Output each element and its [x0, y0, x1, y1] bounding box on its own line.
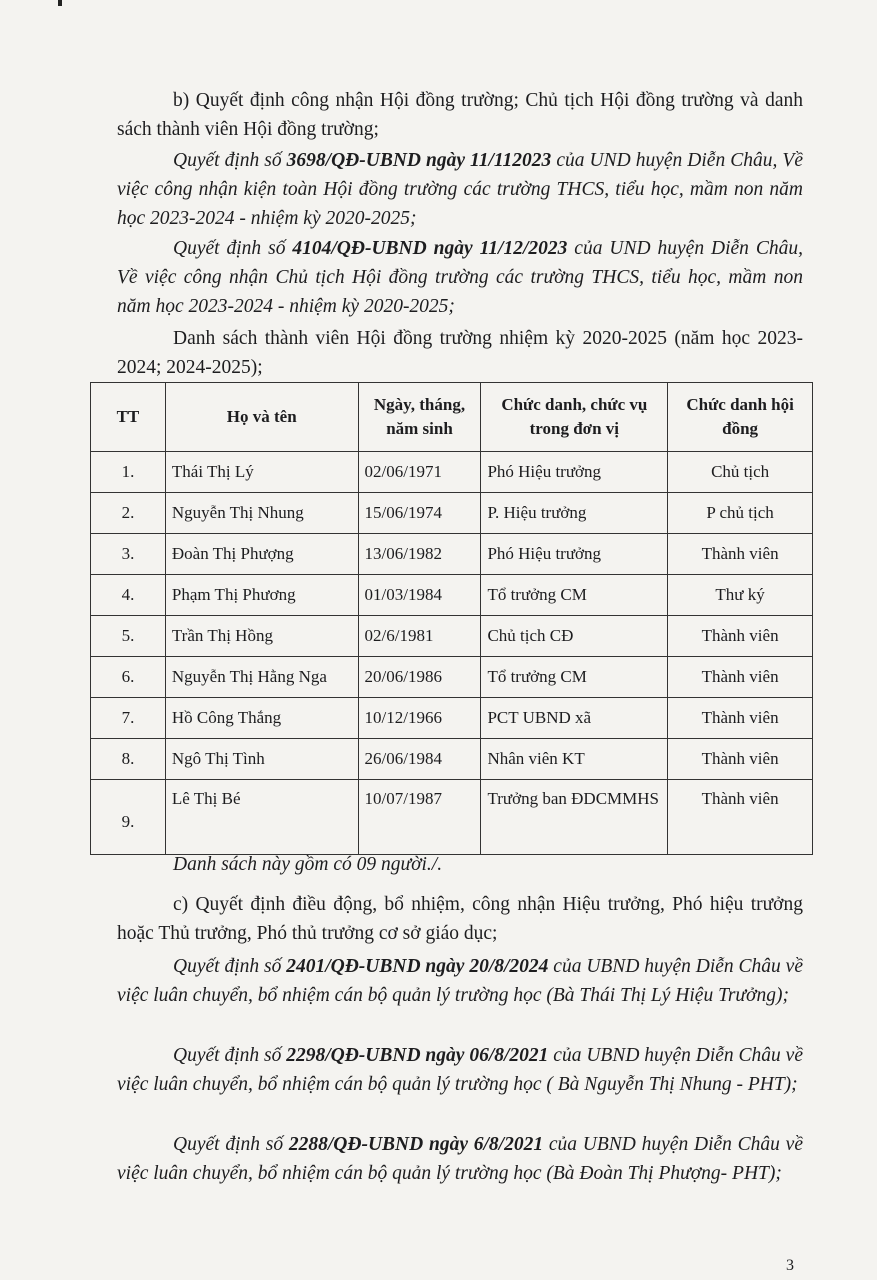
- cell-position: Trưởng ban ĐDCMMHS: [481, 780, 668, 855]
- decision-2401: Quyết định số 2401/QĐ-UBND ngày 20/8/2024 của UBND huyện Diễn Châu về việc luân chuyển, bổ nhiệm cán bộ quản lý trường học (Bà Thái Thị Lý Hiệu Trưởng);: [117, 956, 803, 1006]
- cell-dob: 13/06/1982: [358, 534, 481, 575]
- decision-2298: Quyết định số 2298/QĐ-UBND ngày 06/8/2021 của UBND huyện Diễn Châu về việc luân chuyển, bổ nhiệm cán bộ quản lý trường học ( Bà Nguyễn Thị Nhung - PHT);: [117, 1045, 803, 1095]
- scan-mark: [58, 0, 62, 6]
- col-header-tt: TT: [91, 383, 166, 452]
- table-header-row: [91, 383, 813, 452]
- cell-tt: 2.: [91, 493, 166, 534]
- cell-name: Thái Thị Lý: [165, 452, 358, 493]
- cell-tt: 7.: [91, 698, 166, 739]
- col-header-name: Họ và tên: [165, 383, 358, 452]
- col-header-council-role: Chức danh hội đồng: [668, 383, 813, 452]
- cell-name: Hồ Công Thắng: [165, 698, 358, 739]
- section-c-heading: c) Quyết định điều động, bổ nhiệm, công nhận Hiệu trưởng, Phó hiệu trưởng hoặc Thủ trưởng, Phó thủ trưởng cơ sở giáo dục;: [117, 894, 803, 944]
- table-row: [91, 780, 813, 855]
- table-row: [91, 493, 813, 534]
- col-header-position: Chức danh, chức vụ trong đơn vị: [481, 383, 668, 452]
- cell-tt: 3.: [91, 534, 166, 575]
- cell-dob: 02/06/1971: [358, 452, 481, 493]
- cell-dob: 10/12/1966: [358, 698, 481, 739]
- decision-4104: Quyết định số 4104/QĐ-UBND ngày 11/12/2023 của UND huyện Diễn Châu, Về việc công nhận Chủ tịch Hội đồng trường các trường THCS, tiểu học, mầm non năm học 2023-2024 - nhiệm kỳ 2020-2025;: [117, 238, 803, 317]
- decision-2288: Quyết định số 2288/QĐ-UBND ngày 6/8/2021 của UBND huyện Diễn Châu về việc luân chuyển, bổ nhiệm cán bộ quản lý trường học (Bà Đoàn Thị Phượng- PHT);: [117, 1134, 803, 1184]
- table-row: [91, 452, 813, 493]
- cell-name: Đoàn Thị Phượng: [165, 534, 358, 575]
- cell-dob: 01/03/1984: [358, 575, 481, 616]
- cell-council-role: P chủ tịch: [668, 493, 813, 534]
- table-row: [91, 698, 813, 739]
- cell-council-role: Thành viên: [668, 534, 813, 575]
- cell-name: Phạm Thị Phương: [165, 575, 358, 616]
- cell-position: Tổ trưởng CM: [481, 657, 668, 698]
- cell-dob: 26/06/1984: [358, 739, 481, 780]
- cell-name: Lê Thị Bé: [165, 780, 358, 855]
- cell-name: Nguyễn Thị Nhung: [165, 493, 358, 534]
- cell-name: Nguyễn Thị Hằng Nga: [165, 657, 358, 698]
- cell-position: Phó Hiệu trưởng: [481, 534, 668, 575]
- cell-council-role: Thành viên: [668, 698, 813, 739]
- cell-council-role: Thành viên: [668, 739, 813, 780]
- cell-position: Phó Hiệu trưởng: [481, 452, 668, 493]
- cell-position: P. Hiệu trưởng: [481, 493, 668, 534]
- cell-council-role: Thành viên: [668, 657, 813, 698]
- col-header-dob: Ngày, tháng, năm sinh: [358, 383, 481, 452]
- cell-council-role: Thành viên: [668, 780, 813, 855]
- cell-tt: 9.: [91, 780, 166, 855]
- cell-position: Chủ tịch CĐ: [481, 616, 668, 657]
- cell-tt: 8.: [91, 739, 166, 780]
- list-count-note: Danh sách này gồm có 09 người./.: [173, 854, 443, 875]
- cell-council-role: Thư ký: [668, 575, 813, 616]
- table-row: [91, 616, 813, 657]
- cell-position: Nhân viên KT: [481, 739, 668, 780]
- cell-tt: 6.: [91, 657, 166, 698]
- cell-name: Trần Thị Hồng: [165, 616, 358, 657]
- cell-tt: 4.: [91, 575, 166, 616]
- council-members-table: [90, 382, 813, 855]
- cell-council-role: Thành viên: [668, 616, 813, 657]
- cell-position: PCT UBND xã: [481, 698, 668, 739]
- table-row: [91, 739, 813, 780]
- section-b-heading: b) Quyết định công nhận Hội đồng trường; Chủ tịch Hội đồng trường và danh sách thành viên Hội đồng trường;: [117, 90, 803, 140]
- cell-dob: 02/6/1981: [358, 616, 481, 657]
- cell-tt: 5.: [91, 616, 166, 657]
- cell-council-role: Chủ tịch: [668, 452, 813, 493]
- cell-name: Ngô Thị Tình: [165, 739, 358, 780]
- cell-dob: 10/07/1987: [358, 780, 481, 855]
- decision-3698: Quyết định số 3698/QĐ-UBND ngày 11/112023 của UND huyện Diễn Châu, Về việc công nhận kiện toàn Hội đồng trường các trường THCS, tiểu học, mầm non năm học 2023-2024 - nhiệm kỳ 2020-2025;: [117, 150, 803, 229]
- table-row: [91, 575, 813, 616]
- table-row: [91, 657, 813, 698]
- cell-tt: 1.: [91, 452, 166, 493]
- cell-dob: 20/06/1986: [358, 657, 481, 698]
- cell-position: Tổ trưởng CM: [481, 575, 668, 616]
- member-list-intro: Danh sách thành viên Hội đồng trường nhiệm kỳ 2020-2025 (năm học 2023-2024; 2024-2025);: [117, 328, 803, 378]
- page-number: 3: [786, 1257, 794, 1274]
- cell-dob: 15/06/1974: [358, 493, 481, 534]
- table-row: [91, 534, 813, 575]
